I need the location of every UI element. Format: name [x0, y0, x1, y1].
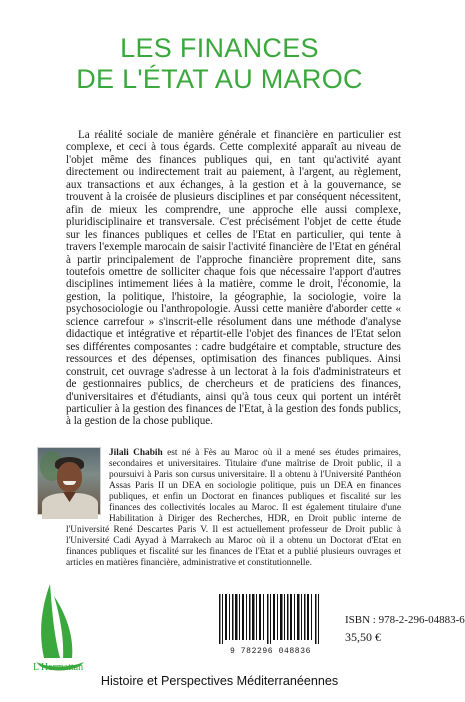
barcode	[213, 592, 328, 644]
book-summary: La réalité sociale de manière générale et financière en particulier est complexe, et ceci à tous égards. Cette complexité apparaît au niveau de l'objet même des finances publiques qui, en tant qu'activité ayant directement ou indirectement trait au paiement, à l'argent, au règlement, aux transactions et aux échanges, à la gestion et à la gouvernance, se trouvent à la croisée de plusieurs disciplines et par conséquent nécessitent, afin de mieux les comprendre, une approche elle aussi complexe, pluridisciplinaire et transversale. C'est précisément l'objet de cette étude sur les finances publiques et celles de l'Etat en particulier, qui tente à travers l'exemple marocain de saisir l'activité financière de l'Etat en général à partir principalement de l'approche financière proprement dite, sans toutefois omettre de solliciter chaque fois que nécessaire l'apport d'autres disciplines intimement liées à la matière, comme le droit, l'économie, la gestion, la politique, l'histoire, la géographie, la sociologie, voire la psychosociologie ou l'anthropologie. Aussi cette manière d'aborder cette « science carrefour » s'inscrit-elle résolument dans une méthode d'analyse didactique et intégrative et répartit-elle l'objet des finances de l'Etat selon ses différentes composantes : cadre budgétaire et comptable, structure des ressources et des dépenses, optimisation des finances publiques. Ainsi construit, cet ouvrage s'adresse à un lectorat à la fois d'administrateurs et de gestionnaires publics, de chercheurs et de praticiens des finances, d'universitaires et d'étudiants, ainsi qu'à tous ceux qui portent un intérêt particulier à la gestion des finances de l'Etat, à la gestion des fonds publics, à la gestion de la chose publique.	[66, 129, 401, 428]
book-title-line-2: DE L'ÉTAT AU MAROC	[76, 64, 363, 94]
collection-name: Histoire et Perspectives Méditerranéennes	[100, 674, 339, 688]
publisher-name: L'Harmattan	[33, 662, 84, 673]
author-bio: est né à Fès au Maroc où il a mené ses études primaires, secondaires et universitaires. Titulaire d'une maîtrise de Droit public, il a poursuivi à Paris son cursus universitaire. Il a obtenu à l'Université Panthéon Assas Paris II un DEA en sociologie politique, puis un DEA en finances publiques, et enfin un Doctorat en finances publiques et fiscalité sur les finances des collectivités locales au Maroc. Il est également titulaire d'une Habilitation à Diriger des Recherches, HDR, en Droit public interne de l'Université René Descartes Paris V. Il est actuellement professeur de Droit public à l'Université Cadi Ayyad à Marrakech au Maroc où il a obtenu un Doctorat d'Etat en finances publiques et fiscalité sur les finances de l'Etat et a publié plusieurs ouvrages et articles en matières financière, administrative et constitutionnelle.	[66, 448, 402, 568]
price: 35,50 €	[345, 630, 381, 644]
author-name: Jilali Chabih	[109, 448, 163, 458]
barcode-digits: 9 782296 048836	[229, 647, 311, 656]
author-bio-block	[66, 448, 401, 568]
book-title-line-1: LES FINANCES	[120, 33, 319, 63]
isbn: ISBN : 978-2-296-04883-6	[345, 614, 465, 626]
